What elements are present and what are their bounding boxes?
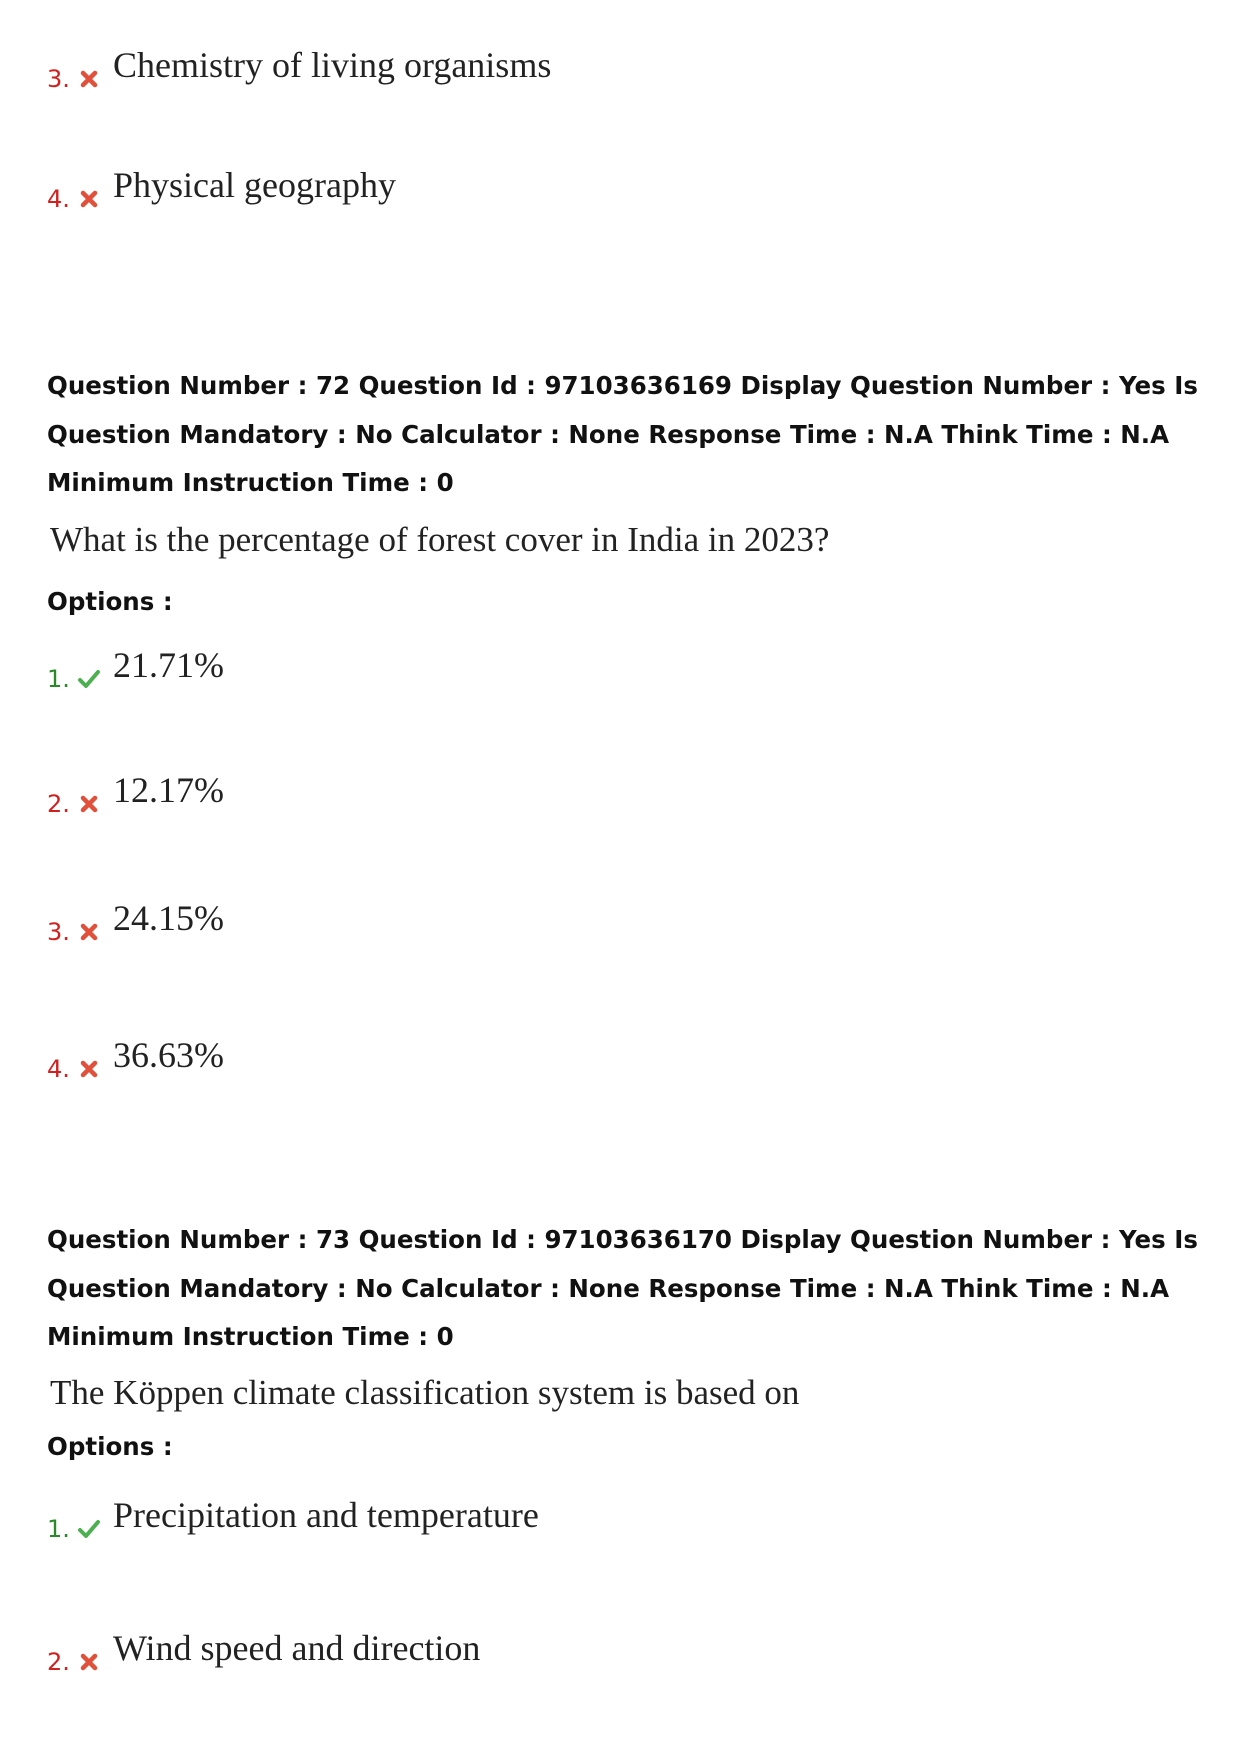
option-text: Wind speed and direction: [113, 1628, 481, 1668]
option-text: Chemistry of living organisms: [113, 45, 552, 85]
option-text: 24.15%: [113, 898, 224, 938]
cross-icon: [77, 792, 101, 816]
question-meta: Question Number : 73 Question Id : 97103636170 Display Question Number : Yes Is Question Mandatory : No Calculator : None Response Time : N.A Think Time : N.A Minimum Instruction Time : 0: [47, 1225, 1198, 1351]
option-number: 2.: [47, 790, 70, 818]
option-number: 3.: [47, 918, 70, 946]
option-item: [47, 165, 396, 213]
option-text: Physical geography: [113, 165, 396, 205]
option-item: [47, 645, 224, 693]
cross-icon: [77, 920, 101, 944]
cross-icon: [77, 1650, 101, 1674]
option-number: 2.: [47, 1648, 70, 1676]
option-text: 36.63%: [113, 1035, 224, 1075]
option-item: [47, 1035, 224, 1083]
option-item: [47, 898, 224, 946]
option-number: 4.: [47, 185, 70, 213]
question-meta: Question Number : 72 Question Id : 97103636169 Display Question Number : Yes Is Question Mandatory : No Calculator : None Response Time : N.A Think Time : N.A Minimum Instruction Time : 0: [47, 371, 1198, 497]
cross-icon: [77, 67, 101, 91]
option-text: 21.71%: [113, 645, 224, 685]
cross-icon: [77, 1057, 101, 1081]
option-item: [47, 1628, 481, 1676]
option-text: Precipitation and temperature: [113, 1495, 539, 1535]
question-text: What is the percentage of forest cover in India in 2023?: [50, 520, 830, 559]
options-label: Options :: [47, 1432, 173, 1461]
cross-icon: [77, 187, 101, 211]
option-item: [47, 1495, 539, 1543]
options-label: Options :: [47, 587, 173, 616]
option-text: 12.17%: [113, 770, 224, 810]
option-number: 3.: [47, 65, 70, 93]
check-icon: [77, 1517, 101, 1541]
check-icon: [77, 667, 101, 691]
option-item: [47, 770, 224, 818]
option-number: 1.: [47, 1515, 70, 1543]
question-text: The Köppen climate classification system is based on: [50, 1373, 800, 1412]
option-number: 4.: [47, 1055, 70, 1083]
option-number: 1.: [47, 665, 70, 693]
option-item: [47, 45, 552, 93]
